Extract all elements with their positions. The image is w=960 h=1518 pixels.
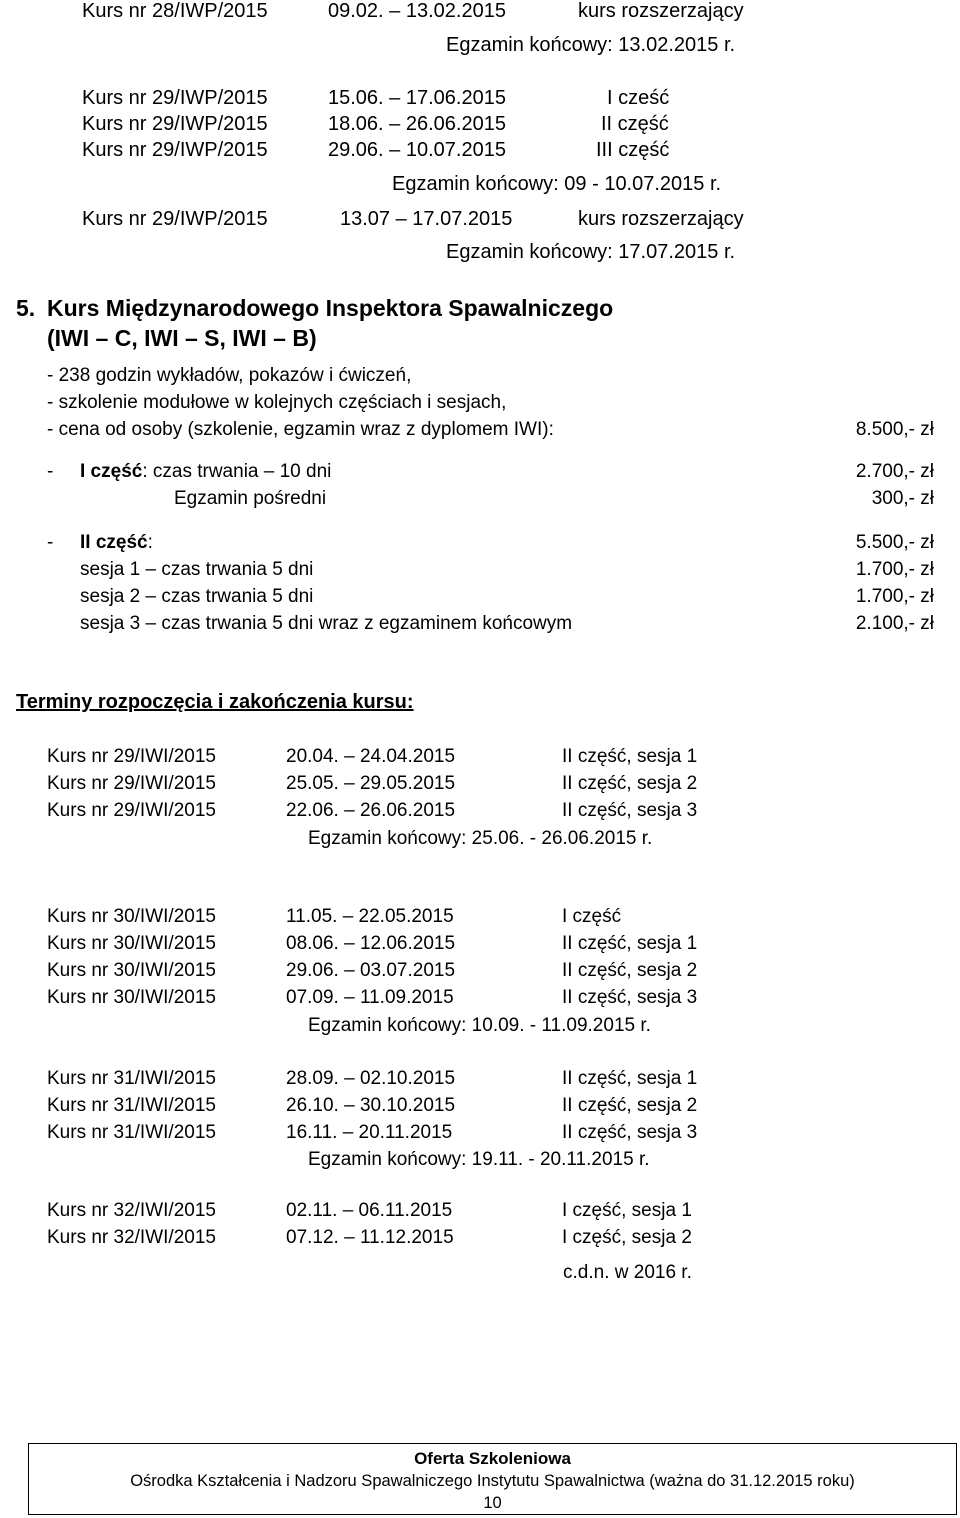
intermediate-exam-price: 300,- zł: [871, 488, 934, 509]
course-part: I cześć: [607, 87, 670, 109]
course-part: II część, sesja 3: [562, 987, 698, 1008]
footer: [28, 1443, 957, 1515]
course-part: II część: [601, 113, 669, 135]
part-two-price: 5.500,- zł: [855, 532, 934, 553]
course-number: Kurs nr 31/IWI/2015: [47, 1122, 216, 1143]
exam-date: Egzamin końcowy: 13.02.2015 r.: [446, 34, 736, 56]
continuation-note: c.d.n. w 2016 r.: [563, 1262, 692, 1283]
intermediate-exam: Egzamin pośredni: [174, 488, 327, 509]
course-part: II część, sesja 2: [562, 773, 698, 794]
course-number: Kurs nr 31/IWI/2015: [47, 1068, 216, 1089]
course-number: Kurs nr 30/IWI/2015: [47, 906, 216, 927]
course-part: III część: [596, 139, 670, 161]
course-dates: 29.06. – 03.07.2015: [286, 960, 456, 981]
course-part: I część, sesja 2: [562, 1227, 692, 1248]
course-number: Kurs nr 31/IWI/2015: [47, 1095, 216, 1116]
course-dates: 15.06. – 17.06.2015: [328, 87, 506, 109]
course-dates: 29.06. – 10.07.2015: [328, 139, 506, 161]
exam-date: Egzamin końcowy: 10.09. - 11.09.2015 r.: [308, 1015, 651, 1036]
course-dates: 13.07 – 17.07.2015: [340, 208, 513, 230]
part-two-label: II część: [80, 532, 148, 553]
course-part: kurs rozszerzający: [578, 208, 744, 230]
course-number: Kurs nr 29/IWP/2015: [82, 87, 268, 109]
bullet-item: - cena od osoby (szkolenie, egzamin wraz z dyplomem IWI):: [47, 419, 554, 440]
price-total: 8.500,- zł: [855, 419, 934, 440]
session-price: 2.100,- zł: [855, 613, 934, 634]
course-dates: 02.11. – 06.11.2015: [286, 1200, 453, 1221]
course-dates: 22.06. – 26.06.2015: [286, 800, 456, 821]
course-dates: 20.04. – 24.04.2015: [286, 746, 456, 767]
course-dates: 18.06. – 26.06.2015: [328, 113, 506, 135]
session-price: 1.700,- zł: [855, 586, 934, 607]
course-part: I część: [562, 906, 622, 927]
session-item: sesja 1 – czas trwania 5 dni: [80, 559, 314, 580]
exam-date: Egzamin końcowy: 09 - 10.07.2015 r.: [392, 173, 722, 195]
session-price: 1.700,- zł: [855, 559, 934, 580]
exam-date: Egzamin końcowy: 25.06. - 26.06.2015 r.: [308, 828, 653, 849]
course-number: Kurs nr 32/IWI/2015: [47, 1227, 216, 1248]
course-part: II część, sesja 3: [562, 1122, 698, 1143]
course-dates: 07.12. – 11.12.2015: [286, 1227, 454, 1248]
course-number: Kurs nr 28/IWP/2015: [82, 0, 268, 22]
course-number: Kurs nr 32/IWI/2015: [47, 1200, 216, 1221]
course-dates: 26.10. – 30.10.2015: [286, 1095, 456, 1116]
course-part: II część, sesja 2: [562, 1095, 698, 1116]
course-dates: 16.11. – 20.11.2015: [286, 1122, 453, 1143]
exam-date: Egzamin końcowy: 19.11. - 20.11.2015 r.: [308, 1149, 650, 1170]
part-dash: -: [47, 461, 54, 482]
bullet-item: - 238 godzin wykładów, pokazów i ćwiczeń,: [47, 365, 412, 386]
schedule-heading: Terminy rozpoczęcia i zakończenia kursu:: [16, 691, 414, 713]
course-number: Kurs nr 30/IWI/2015: [47, 960, 216, 981]
bullet-item: - szkolenie modułowe w kolejnych częściach i sesjach,: [47, 392, 507, 413]
exam-date: Egzamin końcowy: 17.07.2015 r.: [446, 241, 736, 263]
course-number: Kurs nr 29/IWI/2015: [47, 773, 216, 794]
page-number: 10: [483, 1494, 502, 1512]
course-number: Kurs nr 29/IWI/2015: [47, 746, 216, 767]
footer-subtitle: Ośrodka Kształcenia i Nadzoru Spawalniczego Instytutu Spawalnictwa (ważna do 31.12.2015 roku): [130, 1472, 855, 1490]
course-part: II część, sesja 3: [562, 800, 698, 821]
section-title: Kurs Międzynarodowego Inspektora Spawalniczego: [47, 295, 614, 321]
course-dates: 07.09. – 11.09.2015: [286, 987, 454, 1008]
part-dash: -: [47, 532, 54, 553]
course-part: kurs rozszerzający: [578, 0, 744, 22]
section-number: 5.: [16, 295, 36, 321]
course-number: Kurs nr 29/IWP/2015: [82, 208, 268, 230]
course-number: Kurs nr 29/IWP/2015: [82, 113, 268, 135]
section-subtitle: (IWI – C, IWI – S, IWI – B): [47, 325, 317, 351]
course-dates: 09.02. – 13.02.2015: [328, 0, 506, 22]
course-part: II część, sesja 1: [562, 746, 698, 767]
course-number: Kurs nr 29/IWI/2015: [47, 800, 216, 821]
part-one-label: I część: [80, 461, 143, 482]
course-number: Kurs nr 29/IWP/2015: [82, 139, 268, 161]
course-part: I część, sesja 1: [562, 1200, 692, 1221]
course-dates: 08.06. – 12.06.2015: [286, 933, 456, 954]
part-one-duration: : czas trwania – 10 dni: [142, 461, 332, 482]
course-part: II część, sesja 1: [562, 1068, 698, 1089]
course-number: Kurs nr 30/IWI/2015: [47, 987, 216, 1008]
session-item: sesja 3 – czas trwania 5 dni wraz z egzaminem końcowym: [80, 613, 573, 634]
footer-title: Oferta Szkoleniowa: [414, 1449, 571, 1468]
part-two-colon: :: [147, 532, 153, 553]
course-part: II część, sesja 1: [562, 933, 698, 954]
session-item: sesja 2 – czas trwania 5 dni: [80, 586, 314, 607]
course-dates: 25.05. – 29.05.2015: [286, 773, 456, 794]
course-dates: 11.05. – 22.05.2015: [286, 906, 454, 927]
course-number: Kurs nr 30/IWI/2015: [47, 933, 216, 954]
course-part: II część, sesja 2: [562, 960, 698, 981]
course-dates: 28.09. – 02.10.2015: [286, 1068, 456, 1089]
part-one-price: 2.700,- zł: [855, 461, 934, 482]
